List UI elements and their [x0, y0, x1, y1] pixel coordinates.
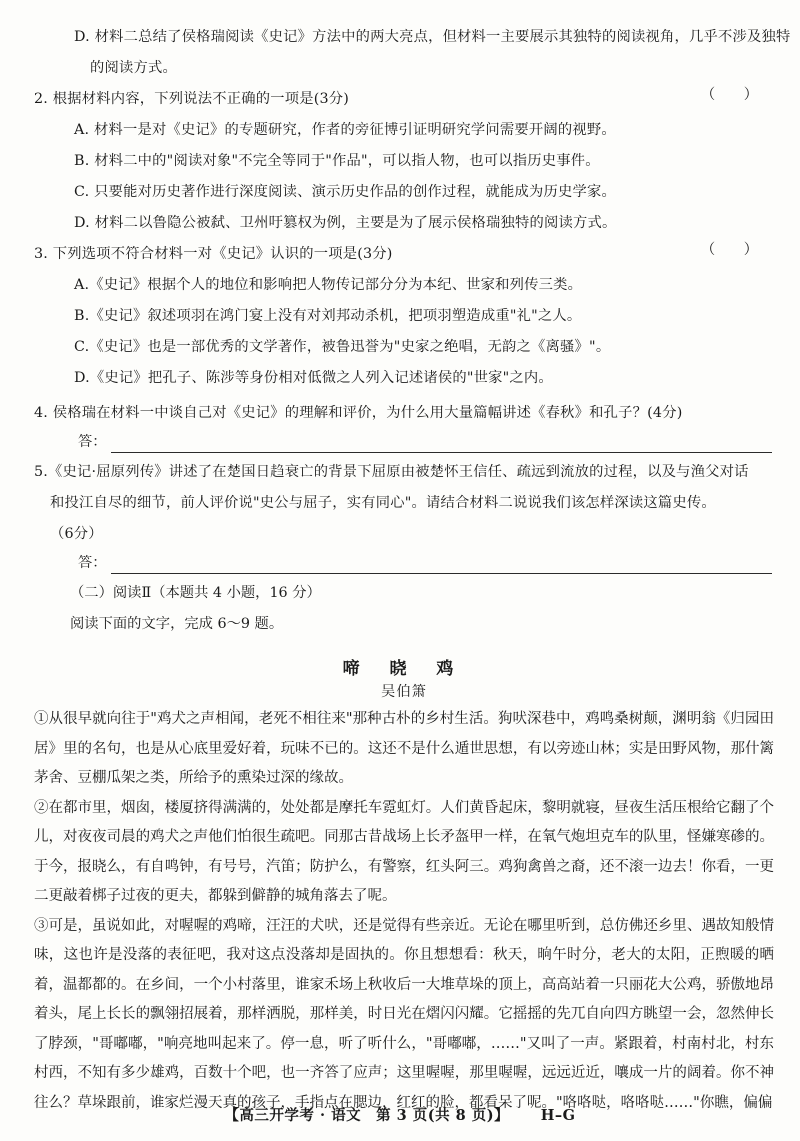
- question-2-stem: 2. 根据材料内容，下列说法不正确的一项是(3分): [34, 91, 350, 107]
- question-2: [34, 84, 774, 115]
- question-3-stem: 3. 下列选项不符合材料一对《史记》认识的一项是(3分): [34, 246, 393, 262]
- question-3-option-b[interactable]: B.《史记》叙述项羽在鸿门宴上没有对刘邦动杀机，把项羽塑造成重"礼"之人。: [74, 308, 582, 324]
- passage-title: 啼 晓 鸡: [342, 659, 466, 679]
- footer-paper-code: H–G: [540, 1107, 576, 1124]
- footer-text: 【高三开学考 · 语文 第 3 页(共 8 页)】: [224, 1107, 510, 1124]
- passage-body: [34, 705, 774, 1118]
- page-footer: [0, 1104, 800, 1125]
- option-d-carryover: [34, 22, 791, 84]
- question-3-option-a[interactable]: A.《史记》根据个人的地位和影响把人物传记部分分为本纪、世家和列传三类。: [74, 277, 583, 293]
- page-content: [34, 22, 791, 1118]
- question-4-answer-label: 答：: [78, 434, 107, 450]
- question-3-option-c[interactable]: C.《史记》也是一部优秀的文学著作，被鲁迅誉为"史家之绝唱，无韵之《离骚》"。: [74, 339, 611, 355]
- question-4-stem: 4. 侯格瑞在材料一中谈自己对《史记》的理解和评价，为什么用大量篇幅讲述《春秋》和孔子？(4分): [34, 405, 683, 421]
- question-5-stem-line3: （6分）: [50, 526, 103, 542]
- passage-author: 吴伯箫: [381, 684, 427, 700]
- question-3: [34, 239, 774, 270]
- question-2-option-c[interactable]: C. 只要能对历史著作进行深度阅读、演示历史作品的创作过程，就能成为历史学家。: [74, 184, 617, 200]
- question-3-option-d[interactable]: D.《史记》把孔子、陈涉等身份相对低微之人列入记述诸侯的"世家"之内。: [74, 370, 553, 386]
- question-3-options: [34, 270, 774, 394]
- question-4-answer-line[interactable]: [111, 432, 772, 453]
- question-4: [34, 398, 774, 453]
- question-3-answer-brackets[interactable]: （ ）: [700, 242, 758, 258]
- question-5-stem-line1: 5.《史记·屈原列传》讲述了在楚国日趋衰亡的背景下屈原由被楚怀王信任、疏远到流放的过程，以及与渔父对话: [34, 464, 749, 480]
- passage-paragraph-2: ②在都市里，烟囱，楼厦挤得满满的，处处都是摩托车霓虹灯。人们黄昏起床，黎明就寝，昼夜生活压根给它翻了个儿，对夜夜司晨的鸡犬之声他们怕很生疏吧。同那古昔战场上长矛盔甲一样，在氧气炮坦克车的队里，怪嫌寒碜的。于今，报晓么，有自鸣钟，有号号，汽笛；防护么，有警察，红头阿三。鸡狗禽兽之裔，还不滚一边去！你看，一更二更敲着梆子过夜的更夫，都躲到僻静的城角落去了呢。: [34, 799, 774, 904]
- passage-paragraph-1: ①从很早就向往于"鸡犬之声相闻，老死不相往来"那种古朴的乡村生活。狗吠深巷中，鸡鸣桑树颠，渊明翁《归园田居》里的名句，也是从心底里爱好着，玩味不已的。这还不是什么遁世思想，有以旁迹山林；实是田野风物，那什篱茅舍、豆棚瓜架之类，所给予的熏染过深的缘故。: [34, 711, 774, 786]
- question-2-options: [34, 115, 774, 239]
- passage-paragraph-3: ③可是，虽说如此，对喔喔的鸡啼，汪汪的犬吠，还是觉得有些亲近。无论在哪里听到，总仿佛还乡里、遇故知般情味，这也许是没落的表征吧，我对这点没落却是固执的。你且想想看：秋天，晌午时分，老大的太阳，正煦暖的晒着，温都都的。在乡间，一个小村落里，谁家禾场上秋收后一大堆草垛的顶上，高高站着一只丽花大公鸡，骄傲地昂着头，尾上长长的飘翎招展着，那样洒脱，那样美，时日光在熠闪闪耀。它摇摇的先兀自向四方眺望一会，忽然伸长了脖颈，"哥嘟嘟，"响亮地叫起来了。停一息，听了听什么，"哥嘟嘟，……"又叫了一声。紧跟着，村南村北，村东村西，不知有多少雄鸡，百数十个吧，也一齐答了应声；这里喔喔，那里喔喔，远远近近，嚷成一片的阔着。你不神往么？草垛跟前，谁家烂漫天真的孩子，手指点在腮边，红红的脸，都看呆了呢。"咯咯哒，咯咯哒……"你瞧，偏偏: [34, 917, 774, 1111]
- question-4-answer-row[interactable]: [34, 431, 774, 453]
- question-2-option-b[interactable]: B. 材料二中的"阅读对象"不完全等同于"作品"，可以指人物，也可以指历史事件。: [74, 153, 600, 169]
- question-5-answer-row[interactable]: [34, 552, 774, 574]
- section-two: [34, 578, 774, 701]
- section-two-instruction: 阅读下面的文字，完成 6～9 题。: [70, 616, 284, 632]
- question-5: [34, 457, 774, 574]
- question-2-answer-brackets[interactable]: （ ）: [700, 87, 758, 103]
- question-5-answer-line[interactable]: [111, 553, 772, 574]
- question-5-answer-label: 答：: [78, 555, 107, 571]
- option-d-carryover-line1: D. 材料二总结了侯格瑞阅读《史记》方法中的两大亮点，但材料一主要展示其独特的阅读视角，几乎不涉及独特: [74, 29, 791, 45]
- question-2-option-a[interactable]: A. 材料一是对《史记》的专题研究，作者的旁征博引证明研究学问需要开阔的视野。: [74, 122, 616, 138]
- question-5-stem-line2: 和投江自尽的细节，前人评价说"史公与屈子，实有同心"。请结合材料二说说我们该怎样深读这篇史传。: [50, 495, 716, 511]
- section-two-heading: （二）阅读Ⅱ（本题共 4 小题，16 分）: [70, 585, 321, 601]
- option-d-carryover-line2: 的阅读方式。: [90, 60, 177, 76]
- question-2-option-d[interactable]: D. 材料二以鲁隐公被弑、卫州吁篡权为例，主要是为了展示侯格瑞独特的阅读方式。: [74, 215, 617, 231]
